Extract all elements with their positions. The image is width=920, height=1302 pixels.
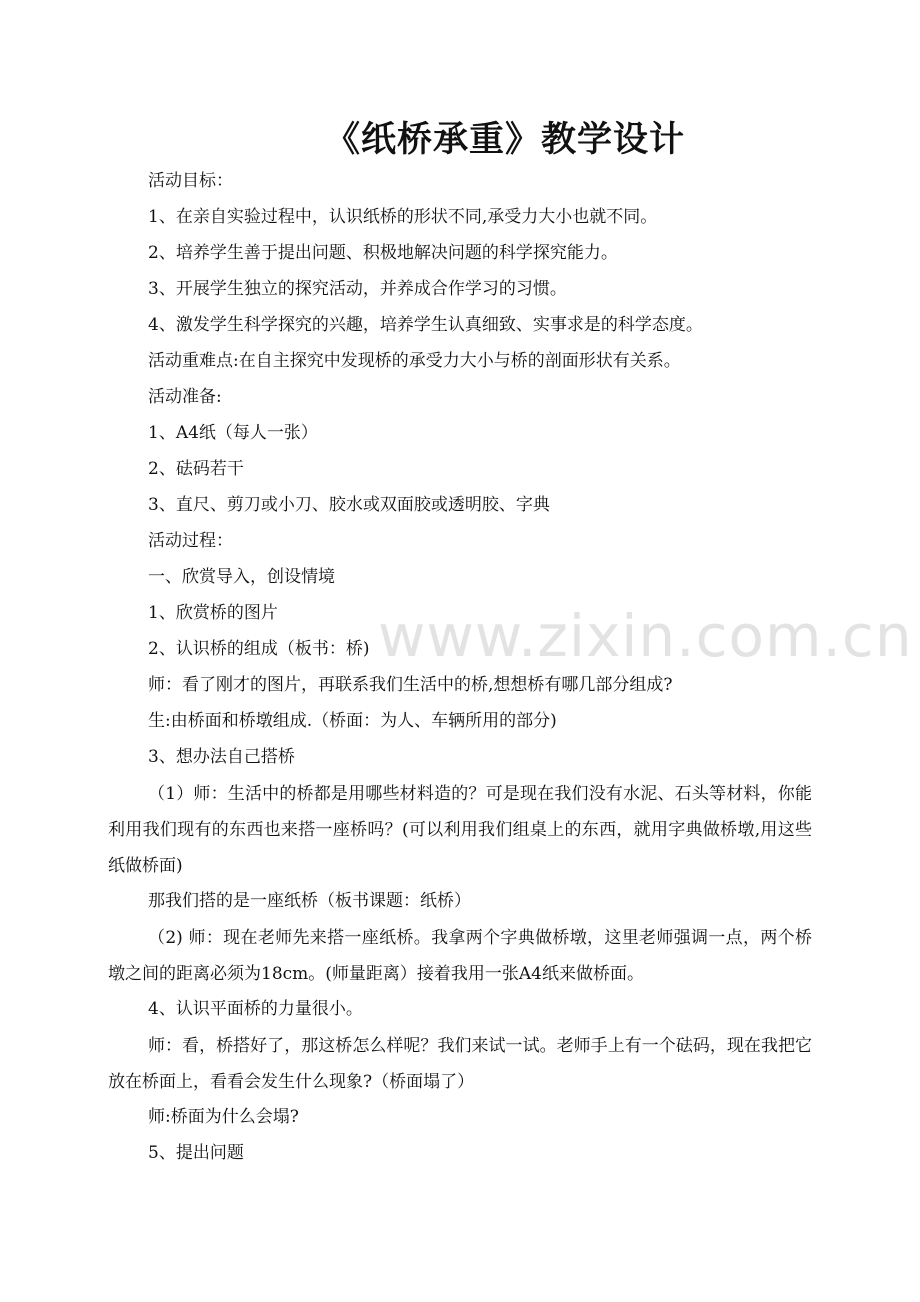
paragraph: （1）师：生活中的桥都是用哪些材料造的？可是现在我们没有水泥、石头等材料，你能利用我们现有的东西也来搭一座桥吗？(可以利用我们组桌上的东西，就用字典做桥墩,用这些纸做桥面) [108,784,812,876]
text-line: 活动准备: [148,387,222,407]
text-line: 师：看了刚才的图片，再联系我们生活中的桥,想想桥有哪几部分组成? [148,675,673,695]
text-line: 生:由桥面和桥墩组成.（桥面：为人、车辆所用的部分) [148,711,557,731]
text-line: 4、激发学生科学探究的兴趣，培养学生认真细致、实事求是的科学态度。 [148,315,703,335]
text-line: 1、A4纸（每人一张） [148,423,318,443]
text-line: 活动过程： [148,531,233,551]
text-line: 2、培养学生善于提出问题、积极地解决问题的科学探究能力。 [148,243,618,263]
watermark: www.zixin.com.cn [378,602,913,670]
text-line: 3、开展学生独立的探究活动，并养成合作学习的习惯。 [148,279,567,299]
text-line: 师:桥面为什么会塌? [148,1107,299,1127]
text-line: 5、提出问题 [148,1143,244,1163]
text-line: 1、欣赏桥的图片 [148,603,278,623]
text-line: 2、认识桥的组成（板书：桥) [148,639,370,659]
paragraph: （2) 师：现在老师先来搭一座纸桥。我拿两个字典做桥墩，这里老师强调一点，两个桥墩之间的距离必须为18cm。(师量距离）接着我用一张A4纸来做桥面。 [108,928,812,984]
text-line: 3、想办法自己搭桥 [148,747,295,767]
paragraph: 师：看，桥搭好了，那这桥怎么样呢？我们来试一试。老师手上有一个砝码，现在我把它放在桥面上，看看会发生什么现象?（桥面塌了） [108,1036,812,1092]
text-line: 活动重难点:在自主探究中发现桥的承受力大小与桥的剖面形状有关系。 [148,351,681,371]
text-line: 4、认识平面桥的力量很小。 [148,999,363,1019]
text-line: 活动目标： [148,171,233,191]
text-line: 一、欣赏导入，创设情境 [148,567,335,587]
text-line: 那我们搭的是一座纸桥（板书课题：纸桥） [148,891,471,911]
text-line: 3、直尺、剪刀或小刀、胶水或双面胶或透明胶、字典 [148,495,550,515]
text-line: 2、砝码若干 [148,459,244,479]
text-line: 1、在亲自实验过程中，认识纸桥的形状不同,承受力大小也就不同。 [148,207,658,227]
page-title: 《纸桥承重》教学设计 [324,120,685,160]
